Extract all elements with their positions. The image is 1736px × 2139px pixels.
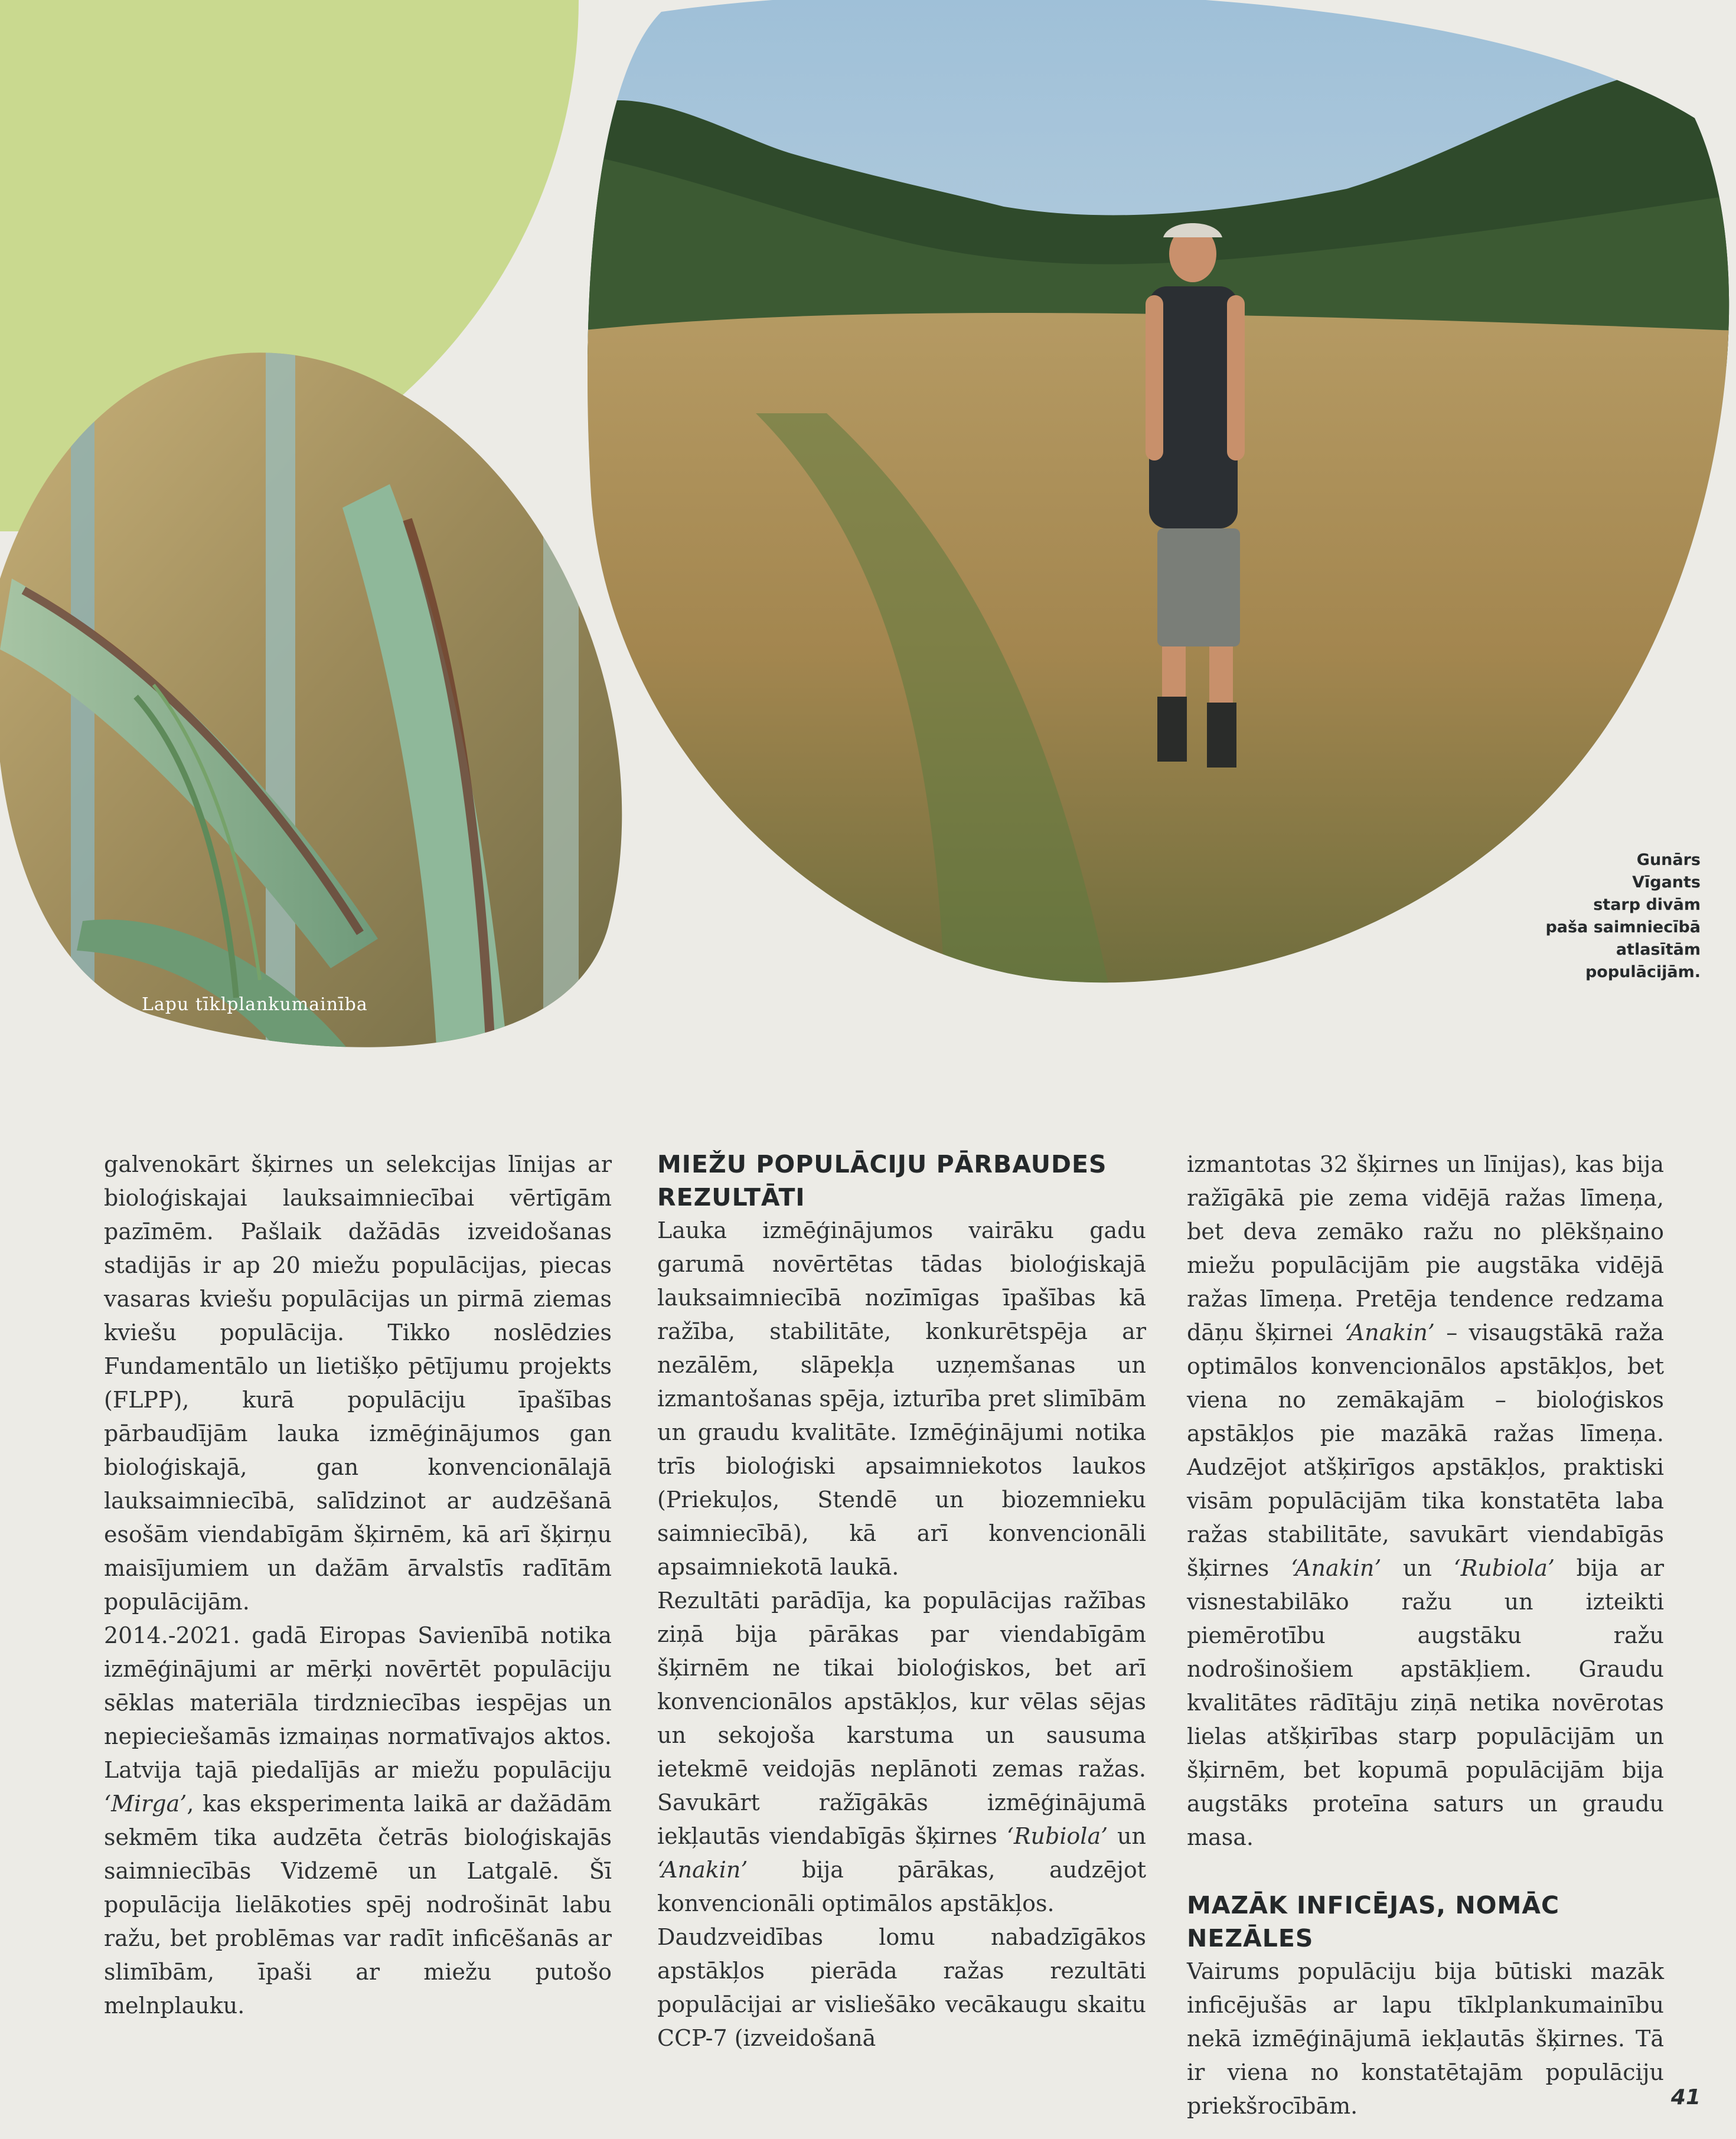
photo-caption-left: Lapu tīklplankumainība: [142, 994, 368, 1015]
page-number: 41: [1670, 2085, 1701, 2109]
paragraph: [104, 1619, 612, 2023]
text-column-3: [1187, 1148, 1664, 2123]
paragraph: Vairums populāciju bija būtiski mazāk inficējušās ar lapu tīklplankumainību nekā izmēģinājumā iekļautās šķirnes. Tā ir viena no konstatētajām populāciju priekšrocībām.: [1187, 1958, 1664, 2119]
paragraph: [657, 1584, 1146, 1921]
caption-line: populācijām.: [1585, 963, 1701, 981]
variety-name: ‘Anakin’: [1344, 1320, 1435, 1346]
variety-name: ‘Rubiola’: [1006, 1823, 1108, 1849]
photo-caption-right: [1464, 849, 1701, 984]
variety-name: ‘Rubiola’: [1453, 1555, 1555, 1581]
paragraph: [1187, 1148, 1664, 1854]
text-span: un: [1381, 1555, 1454, 1581]
caption-line: Gunārs: [1636, 851, 1701, 869]
section-heading: MIEŽU POPULĀCIJU PĀRBAUDES REZULTĀTI: [657, 1150, 1107, 1211]
caption-line: Vīgants: [1632, 873, 1701, 891]
text-span: 2014.-2021. gadā Eiropas Savienībā notika izmēģinājumi ar mērķi novērtēt populāciju sēklas materiāla tirdzniecības iespējas un nepieciešamās izmaiņas normatīvajos aktos. Latvija tajā piedalījās ar miežu populāciju: [104, 1622, 612, 1783]
text-span: bija pārākas, audzējot konvencionāli optimālos apstākļos.: [657, 1857, 1146, 1916]
paragraph: galvenokārt šķirnes un selekcijas līnijas ar bioloģiskajai lauksaimniecībai vērtīgām pazīmēm. Pašlaik dažādās izveidošanas stadijās ir ap 20 miežu populācijas, piecas vasaras kviešu populācijas un pirmā ziemas kviešu populācija. Tikko noslēdzies Fundamentālo un lietišķo pētījumu projekts (FLPP), kurā populāciju īpašības pārbaudījām lauka izmēģinājumos gan bioloģiskajā, gan konvencionālajā lauksaimniecībā, salīdzinot ar audzēšanā esošām viendabīgām šķirnēm, kā arī šķirņu maisījumiem un dažām ārvalstīs radītām populācijām.: [104, 1151, 612, 1615]
paragraph: Daudzveidības lomu nabadzīgākos apstākļos pierāda ražas rezultāti populācijai ar visliešāko vecākaugu skaitu CCP-7 (izveidošanā: [657, 1924, 1146, 2051]
caption-line: starp divām: [1593, 896, 1701, 914]
text-span: – visaugstākā raža optimālos konvencionālos apstākļos, bet viena no zemākajām – bioloģiskos apstākļos pie mazākā ražas līmeņa. Audzējot atšķirīgos apstākļos, praktiski visām populācijām tika konstatēta laba ražas stabilitāte, savukārt viendabīgās šķirnes: [1187, 1320, 1664, 1581]
text-column-1: [104, 1148, 612, 2023]
section-heading: MAZĀK INFICĒJAS, NOMĀC NEZĀLES: [1187, 1891, 1560, 1952]
text-span: izmantotas 32 šķirnes un līnijas), kas bija ražīgākā pie zema vidējā ražas līmeņa, bet deva zemāko ražu no plēkšņaino miežu populācijām pie augstāka vidējā ražas līmeņa. Pretēja tendence redzama dāņu šķirnei: [1187, 1151, 1664, 1346]
text-column-2: [657, 1148, 1146, 2055]
barley-leaf-photo: [0, 331, 638, 1057]
field-photo: [579, 0, 1736, 992]
paragraph: Lauka izmēģinājumos vairāku gadu garumā novērtētas tādas bioloģiskajā lauksaimniecībā nozīmīgas īpašības kā ražība, stabilitāte, konkurētspēja ar nezālēm, slāpekļa uzņemšanas un izmantošanas spēja, izturība pret slimībām un graudu kvalitāte. Izmēģinājumi notika trīs bioloģiski apsaimniekotos laukos (Priekuļos, Stendē un biozemnieku saimniecībā), kā arī konvencionāli apsaimniekotā laukā.: [657, 1217, 1146, 1580]
variety-name: ‘Anakin’: [657, 1857, 748, 1883]
text-span: bija ar visnestabilāko ražu un izteikti piemērotību augstāku ražu nodrošinošiem apstākļiem. Graudu kvalitātes rādītāju ziņā netika novērotas lielas atšķirības starp populācijām un šķirnēm, bet kopumā populācijām bija augstāks proteīna saturs un graudu masa.: [1187, 1555, 1665, 1850]
text-span: , kas eksperimenta laikā ar dažādām sekmēm tika audzēta četrās bioloģiskajās saimniecībās Vidzemē un Latgalē. Šī populācija lielākoties spēj nodrošināt labu ražu, bet problēmas var radīt inficēšanās ar slimībām, īpaši ar miežu putošo melnplauku.: [104, 1791, 612, 2019]
variety-name: ‘Mirga’: [104, 1791, 187, 1817]
variety-name: ‘Anakin’: [1290, 1555, 1382, 1581]
text-span: un: [1108, 1823, 1147, 1849]
text-span: Rezultāti parādīja, ka populācijas ražības ziņā bija pārākas par viendabīgām šķirnēm ne tikai bioloģiskos, bet arī konvencionālos apstākļos, kur vēlas sējas un sekojoša karstuma un sausuma ietekmē veidojās neplānoti zemas ražas. Savukārt ražīgākās izmēģinājumā iekļautās viendabīgās šķirnes: [657, 1588, 1146, 1849]
caption-line: atlasītām: [1616, 940, 1701, 959]
caption-line: paša saimniecībā: [1545, 918, 1701, 936]
